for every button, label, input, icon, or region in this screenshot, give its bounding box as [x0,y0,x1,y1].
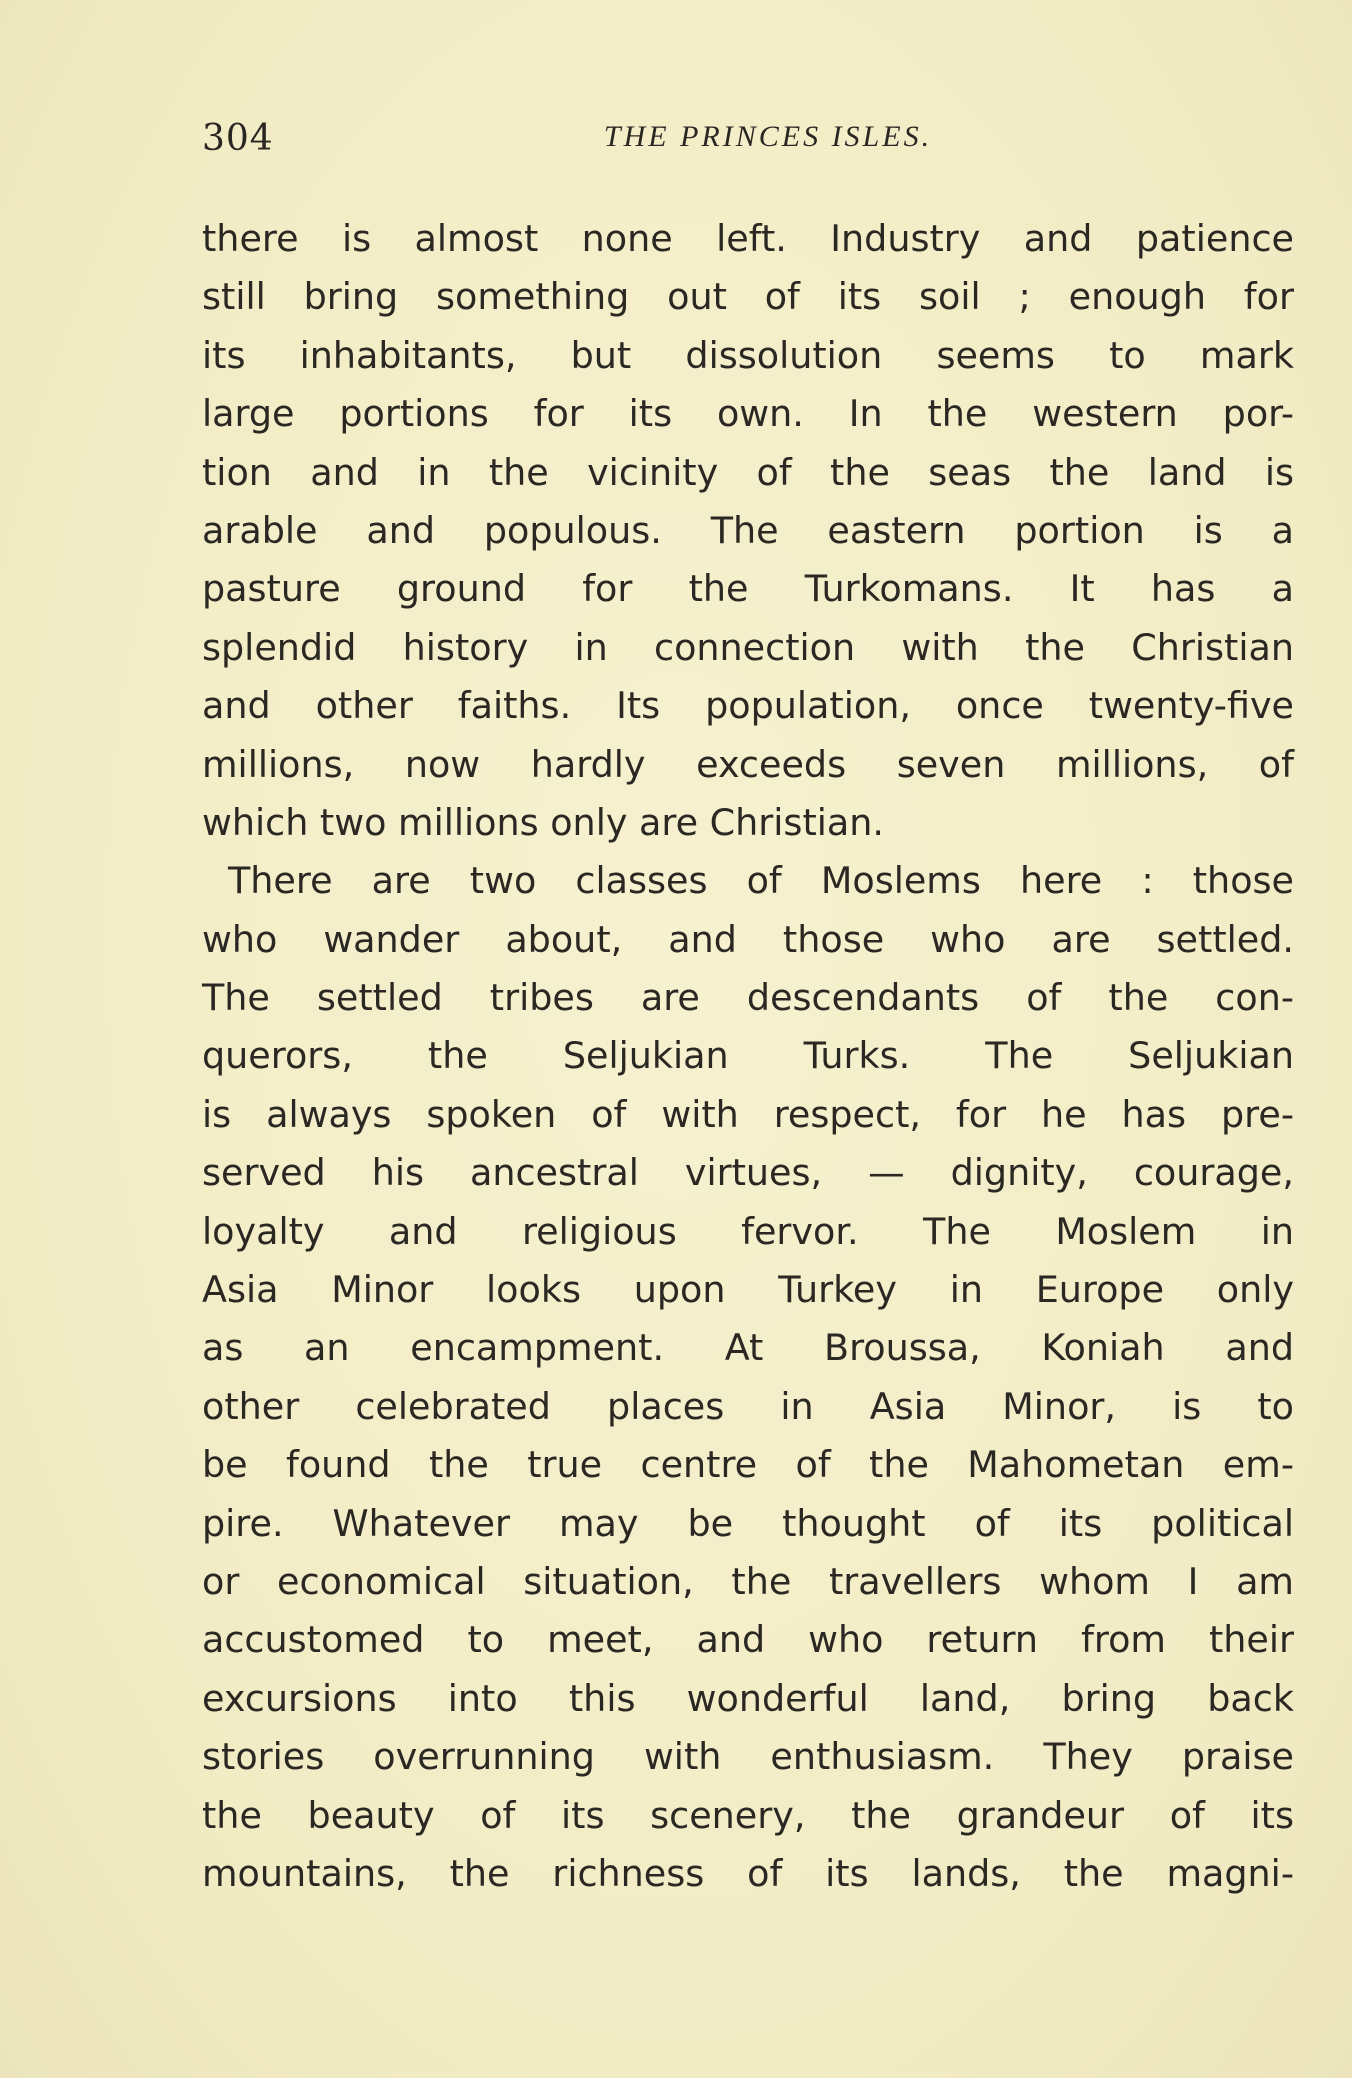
page-number: 304 [202,118,274,159]
text-line: and other faiths. Its population, once twenty-five [202,684,1294,728]
text-line: as an encampment. At Broussa, Koniah and [202,1326,1294,1370]
text-line: pire. Whatever may be thought of its political [202,1501,1294,1545]
text-line: served his ancestral virtues, — dignity, courage, [202,1151,1294,1195]
text-line: there is almost none left. Industry and patience [202,217,1294,260]
text-line: loyalty and religious fervor. The Moslem in [202,1209,1294,1253]
text-line: is always spoken of with respect, for he has pre- [202,1092,1294,1136]
text-line: pasture ground for the Turkomans. It has a [202,567,1294,611]
page-header [202,118,1294,178]
text-line: millions, now hardly exceeds seven millions, of [202,742,1294,786]
body-text [202,210,1294,1903]
text-line: other celebrated places in Asia Minor, is to [202,1384,1294,1428]
text-line: still bring something out of its soil ; enough for [202,275,1294,319]
text-line: The settled tribes are descendants of the con- [202,976,1294,1020]
text-line: stories overrunning with enthusiasm. They praise [202,1735,1294,1779]
text-line: which two millions only are Christian. [202,800,885,844]
text-line: or economical situation, the travellers whom I am [202,1559,1294,1603]
text-line: arable and populous. The eastern portion is a [202,508,1294,552]
text-line: Asia Minor looks upon Turkey in Europe only [202,1268,1294,1312]
text-line: who wander about, and those who are settled. [202,917,1294,961]
text-line: splendid history in connection with the Christian [202,625,1294,669]
text-line: tion and in the vicinity of the seas the land is [202,450,1294,494]
text-line: the beauty of its scenery, the grandeur of its [202,1793,1294,1837]
text-line: accustomed to meet, and who return from their [202,1618,1294,1662]
text-line: large portions for its own. In the western por- [202,392,1294,436]
text-line: be found the true centre of the Mahometan em- [202,1443,1294,1487]
text-line: mountains, the richness of its lands, the magni- [202,1851,1294,1895]
text-line: excursions into this wonderful land, bring back [202,1676,1294,1720]
text-line: querors, the Seljukian Turks. The Seljukian [202,1034,1294,1078]
running-head: THE PRINCES ISLES. [603,120,933,153]
text-line: its inhabitants, but dissolution seems to mark [202,333,1294,377]
text-line: There are two classes of Moslems here : those [228,859,1294,903]
